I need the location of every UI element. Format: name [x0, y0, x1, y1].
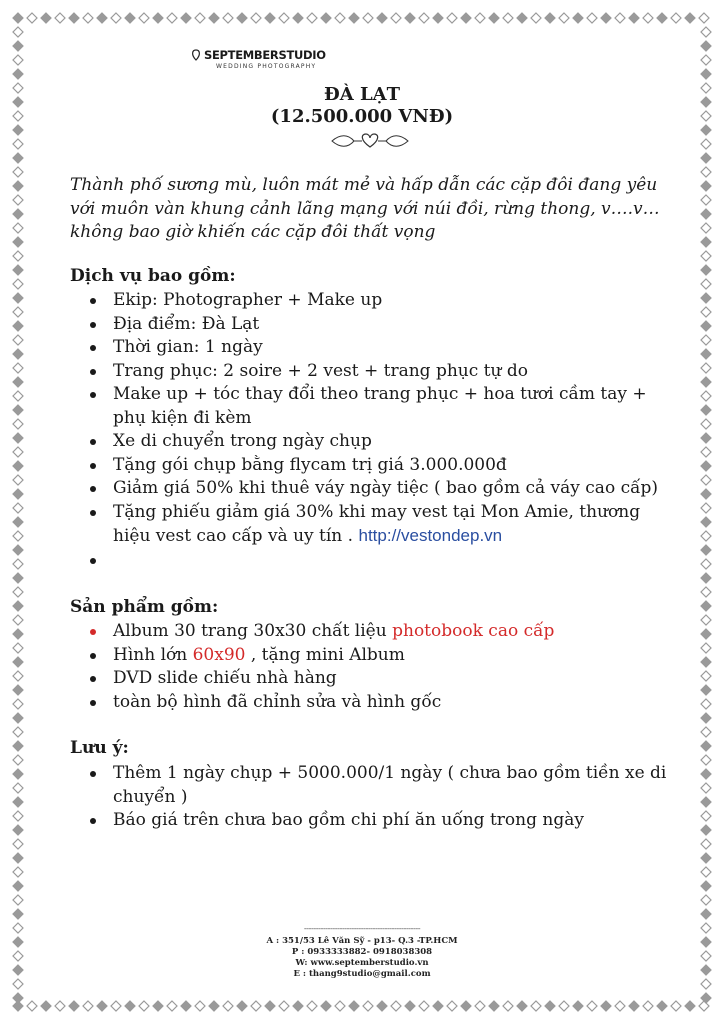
- border-diamond: [701, 741, 711, 751]
- services-list: [88, 289, 668, 572]
- highlight-text: 60x90: [192, 644, 246, 665]
- list-item: Ekip: Photographer + Make up: [88, 289, 668, 313]
- border-diamond: [83, 1001, 93, 1011]
- border-diamond: [69, 1001, 79, 1011]
- logo-subtitle: WEDDING PHOTOGRAPHY: [216, 63, 317, 70]
- border-diamond: [251, 1001, 261, 1011]
- border-diamond: [405, 1001, 415, 1011]
- border-diamond: [13, 517, 23, 527]
- heart-ornament-icon: [330, 132, 410, 150]
- border-diamond: [531, 1001, 541, 1011]
- border-diamond: [701, 475, 711, 485]
- border-diamond: [153, 1001, 163, 1011]
- bullet-icon: [90, 771, 96, 777]
- bullet-icon: [90, 439, 96, 445]
- border-diamond: [139, 1001, 149, 1011]
- border-diamond: [701, 769, 711, 779]
- border-diamond: [701, 517, 711, 527]
- border-diamond: [139, 13, 149, 23]
- border-diamond: [701, 363, 711, 373]
- list-item: Báo giá trên chưa bao gồm chi phí ăn uống trong ngày: [88, 809, 668, 833]
- border-diamond: [433, 1001, 443, 1011]
- border-diamond: [701, 797, 711, 807]
- border-diamond: [13, 979, 23, 989]
- logo-ornament-icon: [190, 49, 202, 61]
- border-diamond: [701, 685, 711, 695]
- border-diamond: [701, 825, 711, 835]
- border-diamond: [13, 153, 23, 163]
- list-item: Make up + tóc thay đổi theo trang phục + hoa tươi cầm tay + phụ kiện đi kèm: [88, 383, 668, 430]
- footer-divider: -------------------------------------------------: [303, 924, 421, 934]
- border-diamond: [195, 13, 205, 23]
- bullet-icon: [90, 298, 96, 304]
- border-diamond: [433, 13, 443, 23]
- border-diamond: [601, 1001, 611, 1011]
- border-diamond: [701, 461, 711, 471]
- list-item: Tặng gói chụp bằng flycam trị giá 3.000.000đ: [88, 454, 668, 478]
- border-diamond: [419, 1001, 429, 1011]
- border-diamond: [13, 237, 23, 247]
- border-diamond: [251, 13, 261, 23]
- bullet-icon: [90, 818, 96, 824]
- border-diamond: [701, 853, 711, 863]
- border-diamond: [701, 377, 711, 387]
- products-list: [88, 620, 668, 714]
- bullet-icon: [90, 463, 96, 469]
- border-diamond: [701, 391, 711, 401]
- border-diamond: [489, 1001, 499, 1011]
- border-diamond: [307, 1001, 317, 1011]
- border-diamond: [13, 909, 23, 919]
- border-diamond: [701, 657, 711, 667]
- border-diamond: [13, 419, 23, 429]
- border-diamond: [545, 1001, 555, 1011]
- border-diamond: [209, 13, 219, 23]
- border-diamond: [701, 433, 711, 443]
- border-diamond: [13, 55, 23, 65]
- list-item: Thời gian: 1 ngày: [88, 336, 668, 360]
- border-diamond: [195, 1001, 205, 1011]
- border-diamond: [489, 13, 499, 23]
- border-diamond: [517, 1001, 527, 1011]
- border-diamond: [701, 811, 711, 821]
- services-heading: Dịch vụ bao gồm:: [70, 266, 236, 286]
- border-diamond: [701, 139, 711, 149]
- border-diamond: [13, 671, 23, 681]
- list-item: Trang phục: 2 soire + 2 vest + trang phục tự do: [88, 360, 668, 384]
- border-diamond: [701, 237, 711, 247]
- border-diamond: [701, 265, 711, 275]
- border-diamond: [701, 727, 711, 737]
- border-diamond: [13, 307, 23, 317]
- border-diamond: [153, 13, 163, 23]
- border-diamond: [657, 1001, 667, 1011]
- border-diamond: [279, 1001, 289, 1011]
- border-diamond: [125, 1001, 135, 1011]
- border-diamond: [701, 867, 711, 877]
- border-diamond: [701, 783, 711, 793]
- border-diamond: [701, 909, 711, 919]
- border-diamond: [13, 699, 23, 709]
- border-diamond: [293, 1001, 303, 1011]
- border-diamond: [601, 13, 611, 23]
- border-diamond: [701, 881, 711, 891]
- border-diamond: [701, 699, 711, 709]
- border-diamond: [13, 657, 23, 667]
- border-diamond: [701, 993, 711, 1003]
- footer-web[interactable]: W: www.septemberstudio.vn: [295, 958, 429, 968]
- border-diamond: [701, 405, 711, 415]
- border-diamond: [13, 391, 23, 401]
- border-diamond: [13, 895, 23, 905]
- footer-email[interactable]: E : thang9studio@gmail.com: [293, 969, 431, 979]
- border-diamond: [13, 727, 23, 737]
- border-diamond: [503, 13, 513, 23]
- bullet-icon: [90, 345, 96, 351]
- border-diamond: [701, 69, 711, 79]
- border-diamond: [321, 13, 331, 23]
- border-diamond: [69, 13, 79, 23]
- border-diamond: [13, 251, 23, 261]
- border-diamond: [97, 13, 107, 23]
- border-diamond: [629, 1001, 639, 1011]
- border-diamond: [237, 13, 247, 23]
- border-diamond: [629, 13, 639, 23]
- border-diamond: [237, 1001, 247, 1011]
- bullet-icon: [90, 676, 96, 682]
- border-diamond: [447, 13, 457, 23]
- border-diamond: [13, 209, 23, 219]
- border-diamond: [307, 13, 317, 23]
- border-diamond: [293, 13, 303, 23]
- border-diamond: [13, 279, 23, 289]
- border-diamond: [587, 13, 597, 23]
- border-diamond: [13, 181, 23, 191]
- border-diamond: [13, 377, 23, 387]
- border-diamond: [545, 13, 555, 23]
- border-diamond: [701, 251, 711, 261]
- border-diamond: [13, 755, 23, 765]
- border-diamond: [13, 573, 23, 583]
- border-diamond: [13, 13, 23, 23]
- border-diamond: [13, 601, 23, 611]
- list-item: Địa điểm: Đà Lạt: [88, 313, 668, 337]
- border-diamond: [13, 349, 23, 359]
- border-diamond: [13, 531, 23, 541]
- border-diamond: [13, 195, 23, 205]
- border-diamond: [531, 13, 541, 23]
- border-diamond: [13, 223, 23, 233]
- list-item: Hình lớn 60x90 , tặng mini Album: [88, 644, 668, 668]
- border-diamond: [27, 13, 37, 23]
- border-diamond: [13, 265, 23, 275]
- border-diamond: [181, 1001, 191, 1011]
- border-diamond: [13, 769, 23, 779]
- border-diamond: [167, 1001, 177, 1011]
- border-diamond: [701, 419, 711, 429]
- border-diamond: [701, 503, 711, 513]
- border-diamond: [13, 433, 23, 443]
- border-diamond: [363, 1001, 373, 1011]
- border-diamond: [701, 671, 711, 681]
- border-diamond: [13, 559, 23, 569]
- border-diamond: [13, 853, 23, 863]
- border-diamond: [13, 447, 23, 457]
- border-diamond: [41, 1001, 51, 1011]
- border-diamond: [685, 13, 695, 23]
- notes-heading: Lưu ý:: [70, 738, 129, 758]
- empty-list-item: [88, 549, 668, 573]
- list-item: Thêm 1 ngày chụp + 5000.000/1 ngày ( chưa bao gồm tiền xe di chuyển ): [88, 762, 668, 809]
- border-diamond: [13, 867, 23, 877]
- border-diamond: [701, 755, 711, 765]
- border-diamond: [419, 13, 429, 23]
- border-diamond: [265, 13, 275, 23]
- border-diamond: [701, 601, 711, 611]
- border-diamond: [13, 797, 23, 807]
- border-diamond: [559, 1001, 569, 1011]
- border-diamond: [13, 293, 23, 303]
- intro-paragraph: Thành phố sương mù, luôn mát mẻ và hấp dẫn các cặp đôi đang yêu với muôn vàn khung cảnh lãng mạng với núi đồi, rừng thong, v….v… không bao giờ khiến các cặp đôi thất vọng: [70, 175, 660, 242]
- border-diamond: [475, 1001, 485, 1011]
- border-diamond: [447, 1001, 457, 1011]
- border-diamond: [573, 13, 583, 23]
- list-item: Giảm giá 50% khi thuê váy ngày tiệc ( bao gồm cả váy cao cấp): [88, 477, 668, 501]
- border-diamond: [209, 1001, 219, 1011]
- bullet-icon: [90, 369, 96, 375]
- bullet-icon: [90, 322, 96, 328]
- border-diamond: [701, 153, 711, 163]
- bullet-icon: [90, 700, 96, 706]
- border-diamond: [13, 461, 23, 471]
- border-diamond: [701, 335, 711, 345]
- border-diamond: [349, 13, 359, 23]
- list-item: Tặng phiếu giảm giá 30% khi may vest tại Mon Amie, thương hiệu vest cao cấp và uy tín . http://vestondep.vn: [88, 501, 668, 549]
- border-diamond: [55, 13, 65, 23]
- border-diamond: [615, 1001, 625, 1011]
- border-diamond: [701, 195, 711, 205]
- border-diamond: [13, 27, 23, 37]
- border-diamond: [13, 825, 23, 835]
- border-diamond: [517, 13, 527, 23]
- border-diamond: [503, 1001, 513, 1011]
- border-diamond: [405, 13, 415, 23]
- border-diamond: [461, 1001, 471, 1011]
- border-diamond: [13, 489, 23, 499]
- border-diamond: [13, 811, 23, 821]
- border-diamond: [13, 993, 23, 1003]
- list-item: DVD slide chiếu nhà hàng: [88, 667, 668, 691]
- border-diamond: [223, 1001, 233, 1011]
- border-diamond: [701, 223, 711, 233]
- border-diamond: [701, 573, 711, 583]
- border-diamond: [111, 1001, 121, 1011]
- border-diamond: [13, 643, 23, 653]
- border-diamond: [657, 13, 667, 23]
- border-diamond: [701, 55, 711, 65]
- border-diamond: [13, 475, 23, 485]
- border-diamond: [701, 41, 711, 51]
- border-diamond: [97, 1001, 107, 1011]
- border-diamond: [701, 209, 711, 219]
- border-diamond: [265, 1001, 275, 1011]
- border-diamond: [701, 167, 711, 177]
- border-diamond: [13, 713, 23, 723]
- footer-phone: P : 0933333882- 0918038308: [291, 947, 433, 957]
- border-diamond: [685, 1001, 695, 1011]
- border-diamond: [701, 615, 711, 625]
- highlight-text: photobook cao cấp: [392, 621, 555, 641]
- border-diamond: [643, 13, 653, 23]
- page-title: ĐÀ LẠT: [324, 84, 400, 105]
- border-diamond: [701, 545, 711, 555]
- border-diamond: [13, 615, 23, 625]
- border-diamond: [615, 13, 625, 23]
- border-diamond: [13, 167, 23, 177]
- border-diamond: [13, 363, 23, 373]
- bullet-icon: [90, 629, 96, 635]
- border-diamond: [701, 447, 711, 457]
- notes-list: [88, 762, 668, 833]
- border-diamond: [13, 41, 23, 51]
- bullet-icon: [90, 486, 96, 492]
- border-diamond: [643, 1001, 653, 1011]
- border-diamond: [671, 13, 681, 23]
- border-diamond: [701, 839, 711, 849]
- border-diamond: [13, 685, 23, 695]
- border-diamond: [13, 335, 23, 345]
- bullet-icon: [90, 392, 96, 398]
- border-diamond: [111, 13, 121, 23]
- border-diamond: [167, 13, 177, 23]
- border-diamond: [699, 13, 709, 23]
- border-diamond: [701, 181, 711, 191]
- border-diamond: [701, 321, 711, 331]
- products-heading: Sản phẩm gồm:: [70, 597, 219, 617]
- price-title: (12.500.000 VNĐ): [270, 106, 454, 127]
- border-diamond: [13, 503, 23, 513]
- bullet-icon: [90, 558, 96, 564]
- border-diamond: [41, 13, 51, 23]
- border-diamond: [13, 321, 23, 331]
- border-diamond: [377, 1001, 387, 1011]
- border-diamond: [13, 783, 23, 793]
- border-diamond: [701, 895, 711, 905]
- border-diamond: [13, 545, 23, 555]
- border-diamond: [701, 531, 711, 541]
- border-diamond: [335, 1001, 345, 1011]
- vest-link[interactable]: http://vestondep.vn: [358, 526, 503, 545]
- border-diamond: [391, 13, 401, 23]
- border-diamond: [223, 13, 233, 23]
- border-diamond: [55, 1001, 65, 1011]
- border-diamond: [13, 839, 23, 849]
- bullet-icon: [90, 653, 96, 659]
- border-diamond: [13, 587, 23, 597]
- logo-text: SEPTEMBERSTUDIO: [204, 48, 326, 62]
- border-diamond: [701, 293, 711, 303]
- border-diamond: [349, 1001, 359, 1011]
- border-diamond: [701, 713, 711, 723]
- border-diamond: [701, 27, 711, 37]
- border-diamond: [335, 13, 345, 23]
- border-diamond: [461, 13, 471, 23]
- bullet-icon: [90, 510, 96, 516]
- border-diamond: [701, 587, 711, 597]
- border-diamond: [13, 405, 23, 415]
- list-item: toàn bộ hình đã chỉnh sửa và hình gốc: [88, 691, 668, 715]
- border-diamond: [13, 881, 23, 891]
- border-diamond: [13, 629, 23, 639]
- border-diamond: [13, 741, 23, 751]
- border-diamond: [27, 1001, 37, 1011]
- list-item: Album 30 trang 30x30 chất liệu photobook cao cấp: [88, 620, 668, 644]
- studio-logo: [190, 48, 326, 76]
- border-diamond: [587, 1001, 597, 1011]
- border-diamond: [701, 307, 711, 317]
- border-diamond: [391, 1001, 401, 1011]
- border-diamond: [279, 13, 289, 23]
- border-diamond: [699, 1001, 709, 1011]
- border-diamond: [701, 643, 711, 653]
- border-diamond: [701, 279, 711, 289]
- border-diamond: [13, 69, 23, 79]
- border-diamond: [475, 13, 485, 23]
- border-diamond: [13, 139, 23, 149]
- footer-address: A : 351/53 Lê Văn Sỹ - p13- Q.3 -TP.HCM: [266, 936, 458, 946]
- border-diamond: [181, 13, 191, 23]
- border-diamond: [377, 13, 387, 23]
- border-diamond: [125, 13, 135, 23]
- border-diamond: [573, 1001, 583, 1011]
- border-diamond: [701, 489, 711, 499]
- border-diamond: [671, 1001, 681, 1011]
- border-diamond: [701, 979, 711, 989]
- border-diamond: [83, 13, 93, 23]
- border-diamond: [701, 559, 711, 569]
- border-diamond: [321, 1001, 331, 1011]
- border-diamond: [559, 13, 569, 23]
- border-diamond: [363, 13, 373, 23]
- border-diamond: [701, 629, 711, 639]
- list-item: Xe di chuyển trong ngày chụp: [88, 430, 668, 454]
- border-diamond: [701, 349, 711, 359]
